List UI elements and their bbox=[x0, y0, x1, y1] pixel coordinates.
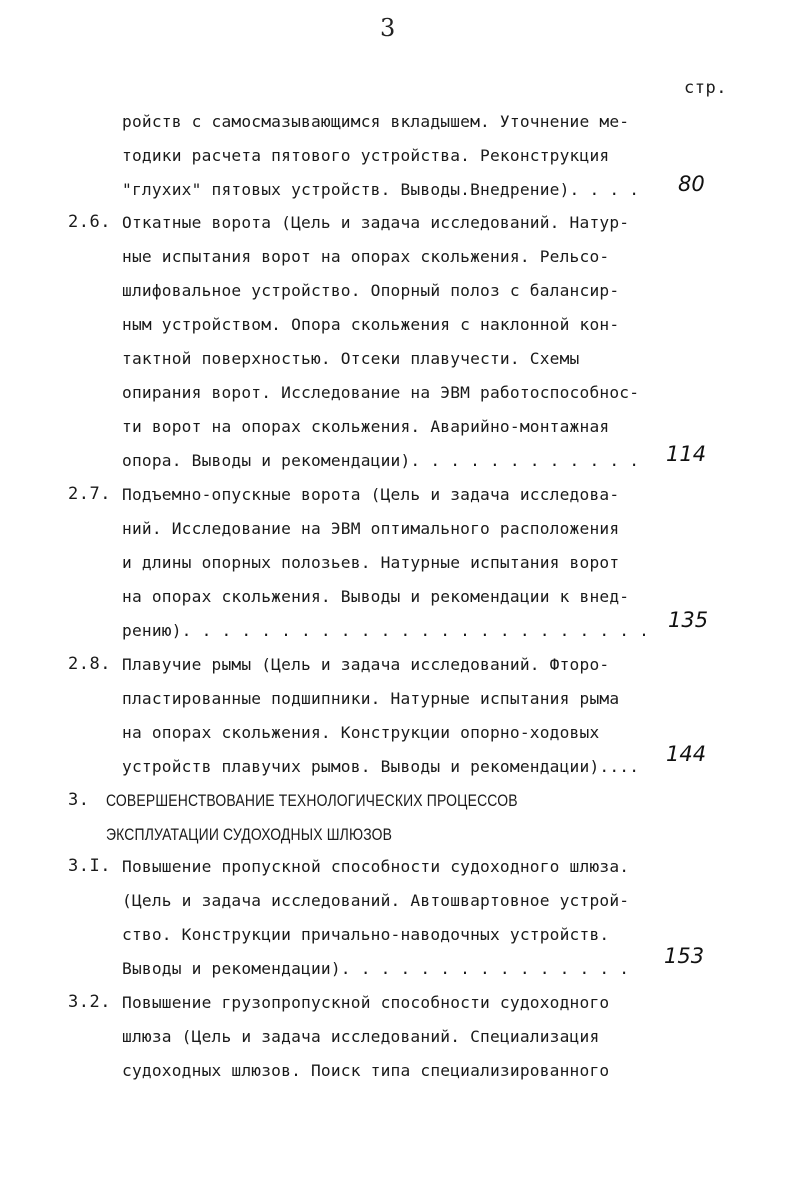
toc-section-number: 3.I. bbox=[68, 856, 111, 876]
toc-line: Плавучие рымы (Цель и задача исследований. Фторо- bbox=[122, 655, 610, 674]
toc-line: опирания ворот. Исследование на ЭВМ работоспособнос- bbox=[122, 383, 640, 402]
toc-line: ний. Исследование на ЭВМ оптимального расположения bbox=[122, 519, 620, 538]
chapter-number: 3. bbox=[68, 790, 90, 810]
page-column-label: стр. bbox=[684, 78, 727, 98]
toc-line: на опорах скольжения. Конструкции опорно-ходовых bbox=[122, 723, 600, 742]
chapter-title: СОВЕРШЕНСТВОВАНИЕ ТЕХНОЛОГИЧЕСКИХ ПРОЦЕССОВ bbox=[106, 791, 518, 810]
intro-line: ройств с самосмазывающимся вкладышем. Уточнение ме- bbox=[122, 112, 630, 131]
page-number: 3 bbox=[380, 14, 396, 42]
toc-page-number: 135 bbox=[668, 608, 709, 632]
toc-line: Откатные ворота (Цель и задача исследований. Натур- bbox=[122, 213, 630, 232]
toc-line: ство. Конструкции причально-наводочных устройств. bbox=[122, 925, 610, 944]
toc-line: и длины опорных полозьев. Натурные испытания ворот bbox=[122, 553, 620, 572]
intro-line: "глухих" пятовых устройств. Выводы.Внедрение). . . . bbox=[122, 180, 640, 199]
toc-line: на опорах скольжения. Выводы и рекомендации к внед- bbox=[122, 587, 630, 606]
intro-page-number: 80 bbox=[678, 172, 705, 196]
toc-line: Повышение грузопропускной способности судоходного bbox=[122, 993, 610, 1012]
toc-line: ным устройством. Опора скольжения с наклонной кон- bbox=[122, 315, 620, 334]
toc-line: пластированные подшипники. Натурные испытания рыма bbox=[122, 689, 620, 708]
toc-line: тактной поверхностью. Отсеки плавучести. Схемы bbox=[122, 349, 580, 368]
toc-line: ные испытания ворот на опорах скольжения. Рельсо- bbox=[122, 247, 610, 266]
toc-section-number: 2.8. bbox=[68, 654, 111, 674]
toc-line: устройств плавучих рымов. Выводы и рекомендации).... bbox=[122, 757, 640, 776]
toc-line: Выводы и рекомендации). . . . . . . . . . . . . . . bbox=[122, 959, 630, 978]
toc-page-number: 114 bbox=[666, 442, 707, 466]
toc-line: (Цель и задача исследований. Автошвартовное устрой- bbox=[122, 891, 630, 910]
toc-line: Подъемно-опускные ворота (Цель и задача исследова- bbox=[122, 485, 620, 504]
toc-page-number: 144 bbox=[666, 742, 707, 766]
intro-line: тодики расчета пятового устройства. Реконструкция bbox=[122, 146, 610, 165]
toc-section-number: 3.2. bbox=[68, 992, 111, 1012]
toc-line: ти ворот на опорах скольжения. Аварийно-монтажная bbox=[122, 417, 610, 436]
toc-line: шлифовальное устройство. Опорный полоз с балансир- bbox=[122, 281, 620, 300]
toc-section-number: 2.6. bbox=[68, 212, 111, 232]
toc-line: опора. Выводы и рекомендации). . . . . . . . . . . . bbox=[122, 451, 640, 470]
toc-line: шлюза (Цель и задача исследований. Специализация bbox=[122, 1027, 600, 1046]
toc-line: Повышение пропускной способности судоходного шлюза. bbox=[122, 857, 630, 876]
toc-section-number: 2.7. bbox=[68, 484, 111, 504]
toc-page-number: 153 bbox=[664, 944, 705, 968]
chapter-title: ЭКСПЛУАТАЦИИ СУДОХОДНЫХ ШЛЮЗОВ bbox=[106, 825, 393, 844]
toc-line: судоходных шлюзов. Поиск типа специализированного bbox=[122, 1061, 610, 1080]
toc-line: рению). . . . . . . . . . . . . . . . . . . . . . . . bbox=[122, 621, 650, 640]
